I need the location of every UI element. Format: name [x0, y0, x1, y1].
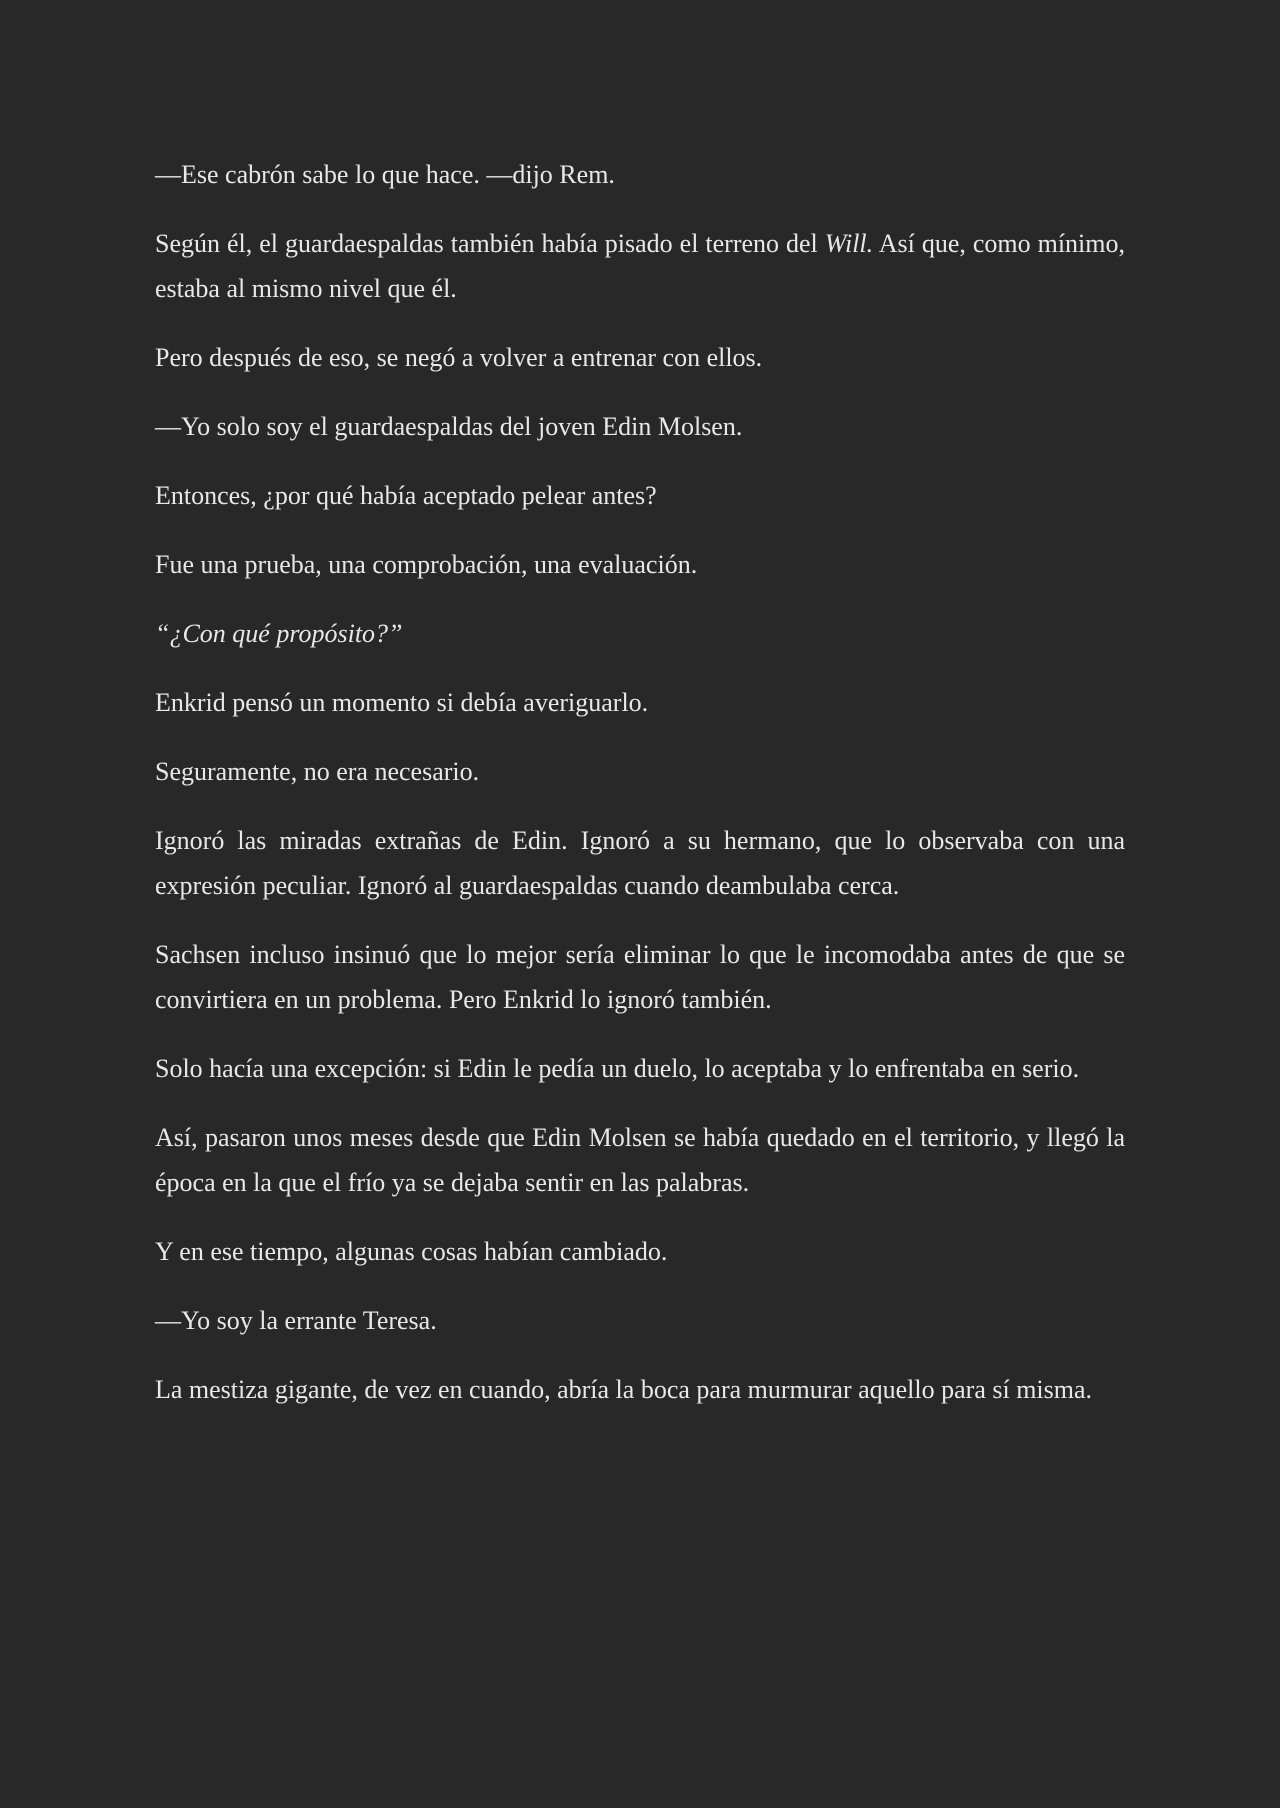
paragraph-7-italic: “¿Con qué propósito?”: [155, 619, 403, 648]
paragraph-9: Seguramente, no era necesario.: [155, 757, 480, 786]
paragraph-8: Enkrid pensó un momento si debía averiguarlo.: [155, 688, 649, 717]
paragraph-2-start: Según él, el guardaespaldas también había pisado el terreno del: [155, 229, 825, 258]
paragraph-5: Entonces, ¿por qué había aceptado pelear antes?: [155, 481, 657, 510]
document-text: [155, 152, 1125, 1412]
paragraph-14: Y en ese tiempo, algunas cosas habían cambiado.: [155, 1237, 668, 1266]
paragraph-16: La mestiza gigante, de vez en cuando, abría la boca para murmurar aquello para sí misma.: [155, 1375, 1093, 1404]
paragraph-2: [155, 221, 1125, 311]
paragraph-2-italic: Will.: [824, 229, 874, 258]
paragraph-4: —Yo solo soy el guardaespaldas del joven Edin Molsen.: [155, 412, 743, 441]
paragraph-7: [155, 611, 1125, 656]
paragraph-3: Pero después de eso, se negó a volver a entrenar con ellos.: [155, 343, 763, 372]
paragraph-1: —Ese cabrón sabe lo que hace. —dijo Rem.: [155, 160, 615, 189]
paragraph-15: —Yo soy la errante Teresa.: [155, 1306, 437, 1335]
paragraph-13: Así, pasaron unos meses desde que Edin Molsen se había quedado en el territorio, y llegó la época en la que el frío ya se dejaba sentir en las palabras.: [155, 1123, 1125, 1197]
paragraph-10: Ignoró las miradas extrañas de Edin. Ignoró a su hermano, que lo observaba con una expresión peculiar. Ignoró al guardaespaldas cuando deambulaba cerca.: [155, 826, 1125, 900]
paragraph-11: Sachsen incluso insinuó que lo mejor sería eliminar lo que le incomodaba antes de que se convirtiera en un problema. Pero Enkrid lo ignoró también.: [155, 940, 1125, 1014]
paragraph-12: Solo hacía una excepción: si Edin le pedía un duelo, lo aceptaba y lo enfrentaba en serio.: [155, 1054, 1080, 1083]
paragraph-6: Fue una prueba, una comprobación, una evaluación.: [155, 550, 698, 579]
paragraph-2-end: Así que, como mínimo, estaba al mismo nivel que él.: [155, 229, 1125, 303]
